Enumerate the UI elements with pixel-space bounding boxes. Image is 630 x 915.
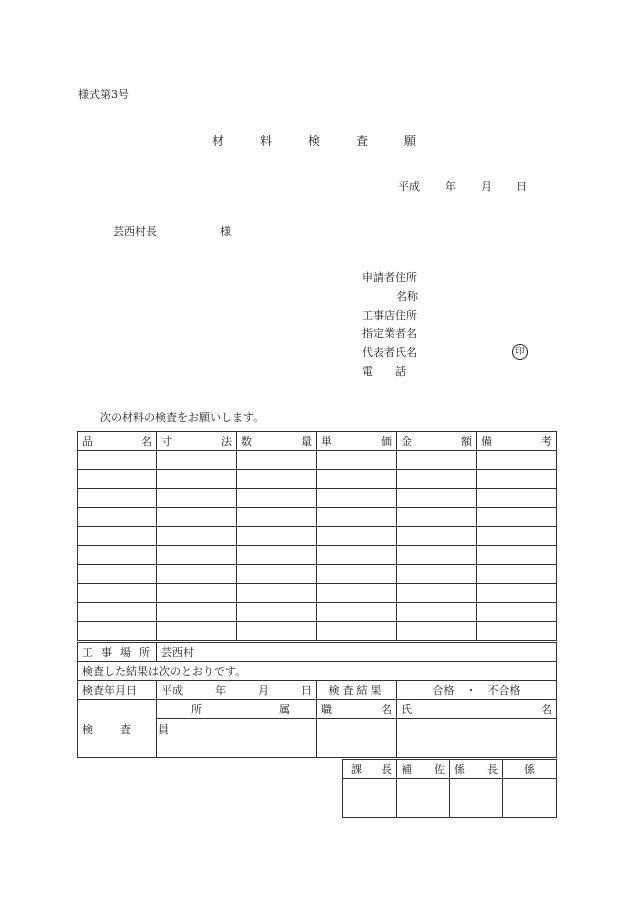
form-number: 様式第3号 <box>78 88 129 101</box>
cell-amount[interactable] <box>397 489 477 508</box>
title-char-3: 検 <box>308 134 321 148</box>
cell-amount[interactable] <box>397 584 477 603</box>
title-char-2: 料 <box>260 134 273 148</box>
inspection-date-row <box>78 681 557 700</box>
table-row <box>78 470 557 489</box>
cell-item-name[interactable] <box>78 584 157 603</box>
cell-dimensions[interactable] <box>157 603 237 622</box>
cell-amount[interactable] <box>397 546 477 565</box>
addressee-name: 芸西村長 <box>113 225 157 238</box>
affiliation-cell[interactable] <box>157 719 317 758</box>
header-quantity: 数 量 <box>237 432 317 451</box>
date-month: 月 <box>481 180 492 193</box>
cell-dimensions[interactable] <box>157 527 237 546</box>
cell-remarks[interactable] <box>477 622 557 641</box>
cell-amount[interactable] <box>397 527 477 546</box>
cell-unit-price[interactable] <box>317 489 397 508</box>
header-remarks: 備 考 <box>477 432 557 451</box>
cell-remarks[interactable] <box>477 508 557 527</box>
applicant-address-label: 申請者住所 <box>362 271 417 284</box>
cell-item-name[interactable] <box>78 565 157 584</box>
cell-quantity[interactable] <box>237 584 317 603</box>
cell-item-name[interactable] <box>78 451 157 470</box>
inspector-label: 検 査 員 <box>78 700 157 758</box>
header-item-name: 品 名 <box>78 432 157 451</box>
cell-dimensions[interactable] <box>157 565 237 584</box>
cell-remarks[interactable] <box>477 546 557 565</box>
cell-item-name[interactable] <box>78 622 157 641</box>
phone-label: 電 話 <box>362 365 406 378</box>
contractor-address-label: 工事店住所 <box>362 309 417 322</box>
position-cell[interactable] <box>317 719 397 758</box>
cell-remarks[interactable] <box>477 584 557 603</box>
approval-section-chief: 課 長 <box>343 760 397 779</box>
cell-quantity[interactable] <box>237 565 317 584</box>
materials-table <box>77 431 557 641</box>
cell-unit-price[interactable] <box>317 451 397 470</box>
cell-dimensions[interactable] <box>157 489 237 508</box>
result-note-row <box>78 662 557 681</box>
table-row <box>78 451 557 470</box>
cell-unit-price[interactable] <box>317 470 397 489</box>
title-char-4: 査 <box>356 134 369 148</box>
table-row <box>78 603 557 622</box>
table-row <box>78 546 557 565</box>
cell-remarks[interactable] <box>477 470 557 489</box>
cell-item-name[interactable] <box>78 546 157 565</box>
cell-quantity[interactable] <box>237 603 317 622</box>
cell-remarks[interactable] <box>477 527 557 546</box>
col-position: 職 名 <box>317 700 397 719</box>
cell-amount[interactable] <box>397 603 477 622</box>
cell-amount[interactable] <box>397 470 477 489</box>
cell-remarks[interactable] <box>477 565 557 584</box>
seal-box-staff[interactable] <box>503 779 557 818</box>
inspection-date-label: 検査年月日 <box>78 681 157 700</box>
inspection-date-value[interactable]: 平成 年 月 日 <box>157 681 317 700</box>
table-row <box>78 527 557 546</box>
table-row <box>78 508 557 527</box>
date-year: 年 <box>445 180 456 193</box>
applicant-name-label: 名称 <box>396 290 418 303</box>
approval-assistant: 補 佐 <box>397 760 450 779</box>
title-char-1: 材 <box>212 134 225 148</box>
cell-dimensions[interactable] <box>157 451 237 470</box>
approval-unit-chief: 係 長 <box>450 760 503 779</box>
inspection-result-label: 検査結果 <box>317 681 397 700</box>
representative-name-label: 代表者氏名 <box>362 346 417 359</box>
cell-unit-price[interactable] <box>317 508 397 527</box>
cell-unit-price[interactable] <box>317 565 397 584</box>
cell-item-name[interactable] <box>78 508 157 527</box>
cell-dimensions[interactable] <box>157 622 237 641</box>
approval-header-row <box>343 760 557 779</box>
site-row <box>78 643 557 662</box>
cell-amount[interactable] <box>397 565 477 584</box>
table-row <box>78 489 557 508</box>
cell-item-name[interactable] <box>78 603 157 622</box>
col-name: 氏 名 <box>397 700 557 719</box>
cell-remarks[interactable] <box>477 451 557 470</box>
table-row <box>78 622 557 641</box>
cell-remarks[interactable] <box>477 489 557 508</box>
site-label: 工事場所 <box>78 643 157 662</box>
approval-table <box>342 759 557 818</box>
cell-unit-price[interactable] <box>317 622 397 641</box>
cell-unit-price[interactable] <box>317 546 397 565</box>
cell-dimensions[interactable] <box>157 508 237 527</box>
title-char-5: 願 <box>404 134 417 148</box>
cell-quantity[interactable] <box>237 508 317 527</box>
cell-dimensions[interactable] <box>157 584 237 603</box>
cell-unit-price[interactable] <box>317 584 397 603</box>
cell-quantity[interactable] <box>237 470 317 489</box>
cell-remarks[interactable] <box>477 603 557 622</box>
seal-box-unit-chief[interactable] <box>450 779 503 818</box>
cell-quantity[interactable] <box>237 527 317 546</box>
date-day: 日 <box>516 180 527 193</box>
table-row <box>78 584 557 603</box>
addressee-honorific: 様 <box>220 225 231 238</box>
seal-box-assistant[interactable] <box>397 779 450 818</box>
table-header-row <box>78 432 557 451</box>
approval-staff: 係 <box>503 760 557 779</box>
seal-icon: 印 <box>512 344 528 360</box>
approval-seal-row <box>343 779 557 818</box>
cell-quantity[interactable] <box>237 489 317 508</box>
header-dimensions: 寸 法 <box>157 432 237 451</box>
cell-quantity[interactable] <box>237 546 317 565</box>
cell-unit-price[interactable] <box>317 527 397 546</box>
intro-text: 次の材料の検査をお願いします。 <box>100 411 265 424</box>
cell-quantity[interactable] <box>237 451 317 470</box>
cell-item-name[interactable] <box>78 527 157 546</box>
col-affiliation: 所 属 <box>157 700 317 719</box>
seal-box-section-chief[interactable] <box>343 779 397 818</box>
inspector-header-row <box>78 700 557 719</box>
cell-dimensions[interactable] <box>157 470 237 489</box>
designated-vendor-label: 指定業者名 <box>362 327 417 340</box>
date-era: 平成 <box>398 180 420 193</box>
header-unit-price: 単 価 <box>317 432 397 451</box>
cell-amount[interactable] <box>397 508 477 527</box>
site-value[interactable]: 芸西村 <box>157 643 557 662</box>
cell-amount[interactable] <box>397 451 477 470</box>
result-note: 検査した結果は次のとおりです。 <box>78 662 557 681</box>
cell-amount[interactable] <box>397 622 477 641</box>
name-cell[interactable] <box>397 719 557 758</box>
cell-dimensions[interactable] <box>157 546 237 565</box>
cell-unit-price[interactable] <box>317 603 397 622</box>
header-amount: 金 額 <box>397 432 477 451</box>
inspection-table <box>77 642 557 758</box>
cell-item-name[interactable] <box>78 470 157 489</box>
table-row <box>78 565 557 584</box>
cell-quantity[interactable] <box>237 622 317 641</box>
inspection-result-value[interactable]: 合格 ・ 不合格 <box>397 681 557 700</box>
cell-item-name[interactable] <box>78 489 157 508</box>
